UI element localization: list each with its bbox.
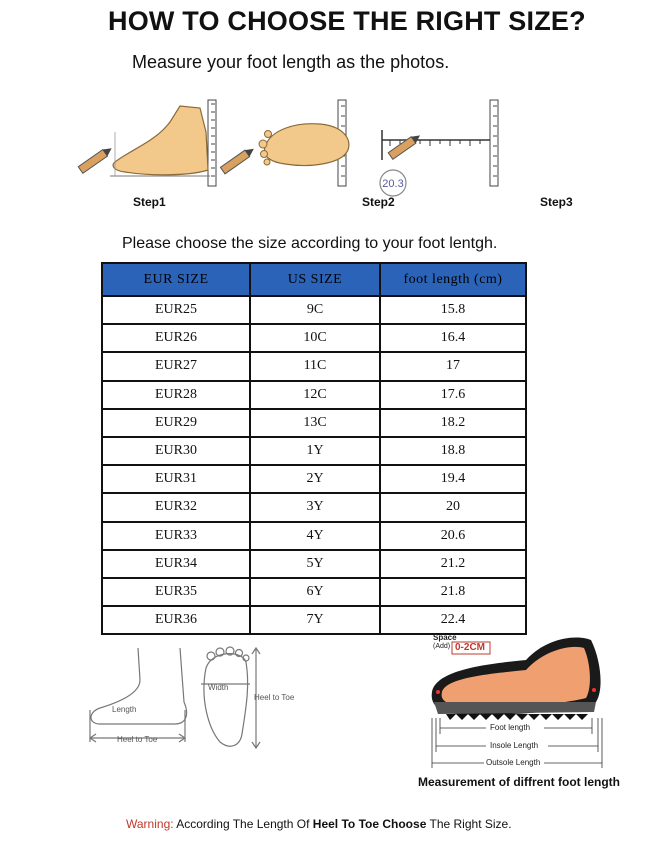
us-cell: 9C — [250, 296, 380, 324]
eur-cell: EUR33 — [102, 522, 250, 550]
width-label: Width — [208, 683, 229, 692]
page-title: HOW TO CHOOSE THE RIGHT SIZE? — [108, 6, 586, 36]
warning-text-after: The Right Size. — [429, 817, 512, 831]
table-row — [102, 324, 526, 352]
heel-to-toe-sole-label: Heel to Toe — [254, 693, 295, 702]
header-foot-length: foot length (cm) — [380, 263, 526, 296]
space-value: 0-2CM — [455, 642, 486, 653]
eur-cell: EUR29 — [102, 409, 250, 437]
length-cell: 18.2 — [380, 409, 526, 437]
length-cell: 21.2 — [380, 550, 526, 578]
instruction-text: Please choose the size according to your foot lentgh. — [122, 235, 498, 252]
length-cell: 16.4 — [380, 324, 526, 352]
length-cell: 20.6 — [380, 522, 526, 550]
warning-text — [126, 817, 512, 831]
measurement-steps-illustration — [70, 92, 510, 197]
foot-side-outline-icon — [90, 648, 187, 742]
space-label: Space — [433, 633, 457, 642]
warning-bold: Heel To Toe Choose — [312, 817, 427, 831]
us-cell: 5Y — [250, 550, 380, 578]
table-row — [102, 409, 526, 437]
length-cell: 21.8 — [380, 578, 526, 606]
length-cell: 15.8 — [380, 296, 526, 324]
eur-cell: EUR34 — [102, 550, 250, 578]
us-cell: 10C — [250, 324, 380, 352]
eur-cell: EUR36 — [102, 606, 250, 634]
table-row — [102, 296, 526, 324]
eur-cell: EUR28 — [102, 381, 250, 409]
ruler-reading: 20.3 — [382, 178, 404, 190]
step3-label: Step3 — [540, 195, 573, 209]
length-cell: 20 — [380, 493, 526, 521]
eur-cell: EUR32 — [102, 493, 250, 521]
table-row — [102, 381, 526, 409]
eur-cell: EUR31 — [102, 465, 250, 493]
table-row — [102, 352, 526, 380]
table-row — [102, 550, 526, 578]
step2-foot-top-icon — [220, 100, 348, 186]
heel-to-toe-side-label: Heel to Toe — [117, 735, 158, 744]
foot-sole-outline-icon — [201, 647, 260, 748]
length-cell: 17.6 — [380, 381, 526, 409]
insole-length-label: Insole Length — [490, 741, 539, 750]
us-cell: 4Y — [250, 522, 380, 550]
length-cell: 18.8 — [380, 437, 526, 465]
table-row — [102, 437, 526, 465]
warning-label: Warning: — [126, 817, 174, 831]
subtitle: Measure your foot length as the photos. — [132, 52, 450, 72]
table-row — [102, 522, 526, 550]
add-label: (Add) — [433, 643, 451, 650]
eur-cell: EUR25 — [102, 296, 250, 324]
size-table — [101, 262, 527, 635]
table-row — [102, 493, 526, 521]
shoe-caption: Measurement of diffrent foot length — [418, 775, 620, 789]
length-cell: 22.4 — [380, 606, 526, 634]
eur-cell: EUR27 — [102, 352, 250, 380]
eur-cell: EUR26 — [102, 324, 250, 352]
table-row — [102, 578, 526, 606]
us-cell: 11C — [250, 352, 380, 380]
us-cell: 1Y — [250, 437, 380, 465]
step3-ruler-icon — [380, 100, 498, 196]
step2-label: Step2 — [362, 195, 395, 209]
warning-text-before: According The Length Of — [176, 817, 310, 831]
header-us-size: US SIZE — [250, 263, 380, 296]
step1-label: Step1 — [133, 195, 166, 209]
us-cell: 7Y — [250, 606, 380, 634]
length-label: Length — [112, 705, 137, 714]
length-cell: 19.4 — [380, 465, 526, 493]
eur-cell: EUR35 — [102, 578, 250, 606]
us-cell: 12C — [250, 381, 380, 409]
us-cell: 3Y — [250, 493, 380, 521]
foot-length-label: Foot length — [490, 723, 531, 732]
us-cell: 6Y — [250, 578, 380, 606]
eur-cell: EUR30 — [102, 437, 250, 465]
outsole-length-label: Outsole Length — [486, 758, 541, 767]
table-row — [102, 465, 526, 493]
step1-foot-side-icon — [78, 100, 216, 186]
us-cell: 13C — [250, 409, 380, 437]
header-eur-size: EUR SIZE — [102, 263, 250, 296]
table-header-row — [102, 263, 526, 296]
us-cell: 2Y — [250, 465, 380, 493]
length-cell: 17 — [380, 352, 526, 380]
